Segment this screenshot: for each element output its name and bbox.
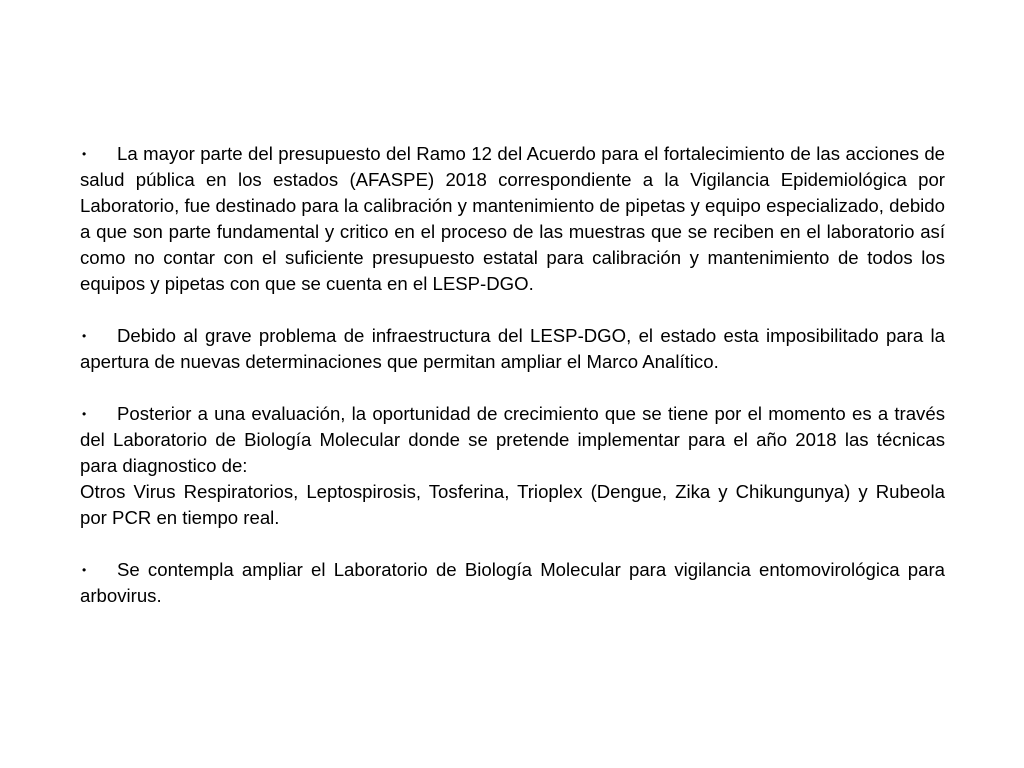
bullet-paragraph-infrastructure — [80, 323, 945, 375]
bullet-icon: • — [82, 329, 87, 343]
paragraph-text: Otros Virus Respiratorios, Leptospirosis, Tosferina, Trioplex (Dengue, Zika y Chikungunya) y Rubeola por PCR en tiempo real. — [80, 481, 945, 528]
slide-content — [80, 141, 945, 609]
bullet-paragraph-molecular-biology — [80, 401, 945, 479]
bullet-icon: • — [82, 147, 87, 161]
bullet-icon: • — [82, 407, 87, 421]
paragraph-text: La mayor parte del presupuesto del Ramo 12 del Acuerdo para el fortalecimiento de las acciones de salud pública en los estados (AFASPE) 2018 correspondiente a la Vigilancia Epidemiológica por Laboratorio, fue destinado para la calibración y mantenimiento de pipetas y equipo especializado, debido a que son parte fundamental y critico en el proceso de las muestras que se reciben en el laboratorio así como no contar con el suficiente presupuesto estatal para calibración y mantenimiento de todos los equipos y pipetas con que se cuenta en el LESP-DGO. — [80, 143, 945, 294]
paragraph-text: Posterior a una evaluación, la oportunidad de crecimiento que se tiene por el momento es a través del Laboratorio de Biología Molecular donde se pretende implementar para el año 2018 las técnicas para diagnostico de: — [80, 403, 945, 476]
paragraph-text: Debido al grave problema de infraestructura del LESP-DGO, el estado esta imposibilitado para la apertura de nuevas determinaciones que permitan ampliar el Marco Analítico. — [80, 325, 945, 372]
bullet-paragraph-afaspe-budget — [80, 141, 945, 297]
paragraph-techniques-list — [80, 479, 945, 531]
paragraph-text: Se contempla ampliar el Laboratorio de Biología Molecular para vigilancia entomovirológica para arbovirus. — [80, 559, 945, 606]
bullet-icon: • — [82, 563, 87, 577]
bullet-paragraph-arbovirus — [80, 557, 945, 609]
